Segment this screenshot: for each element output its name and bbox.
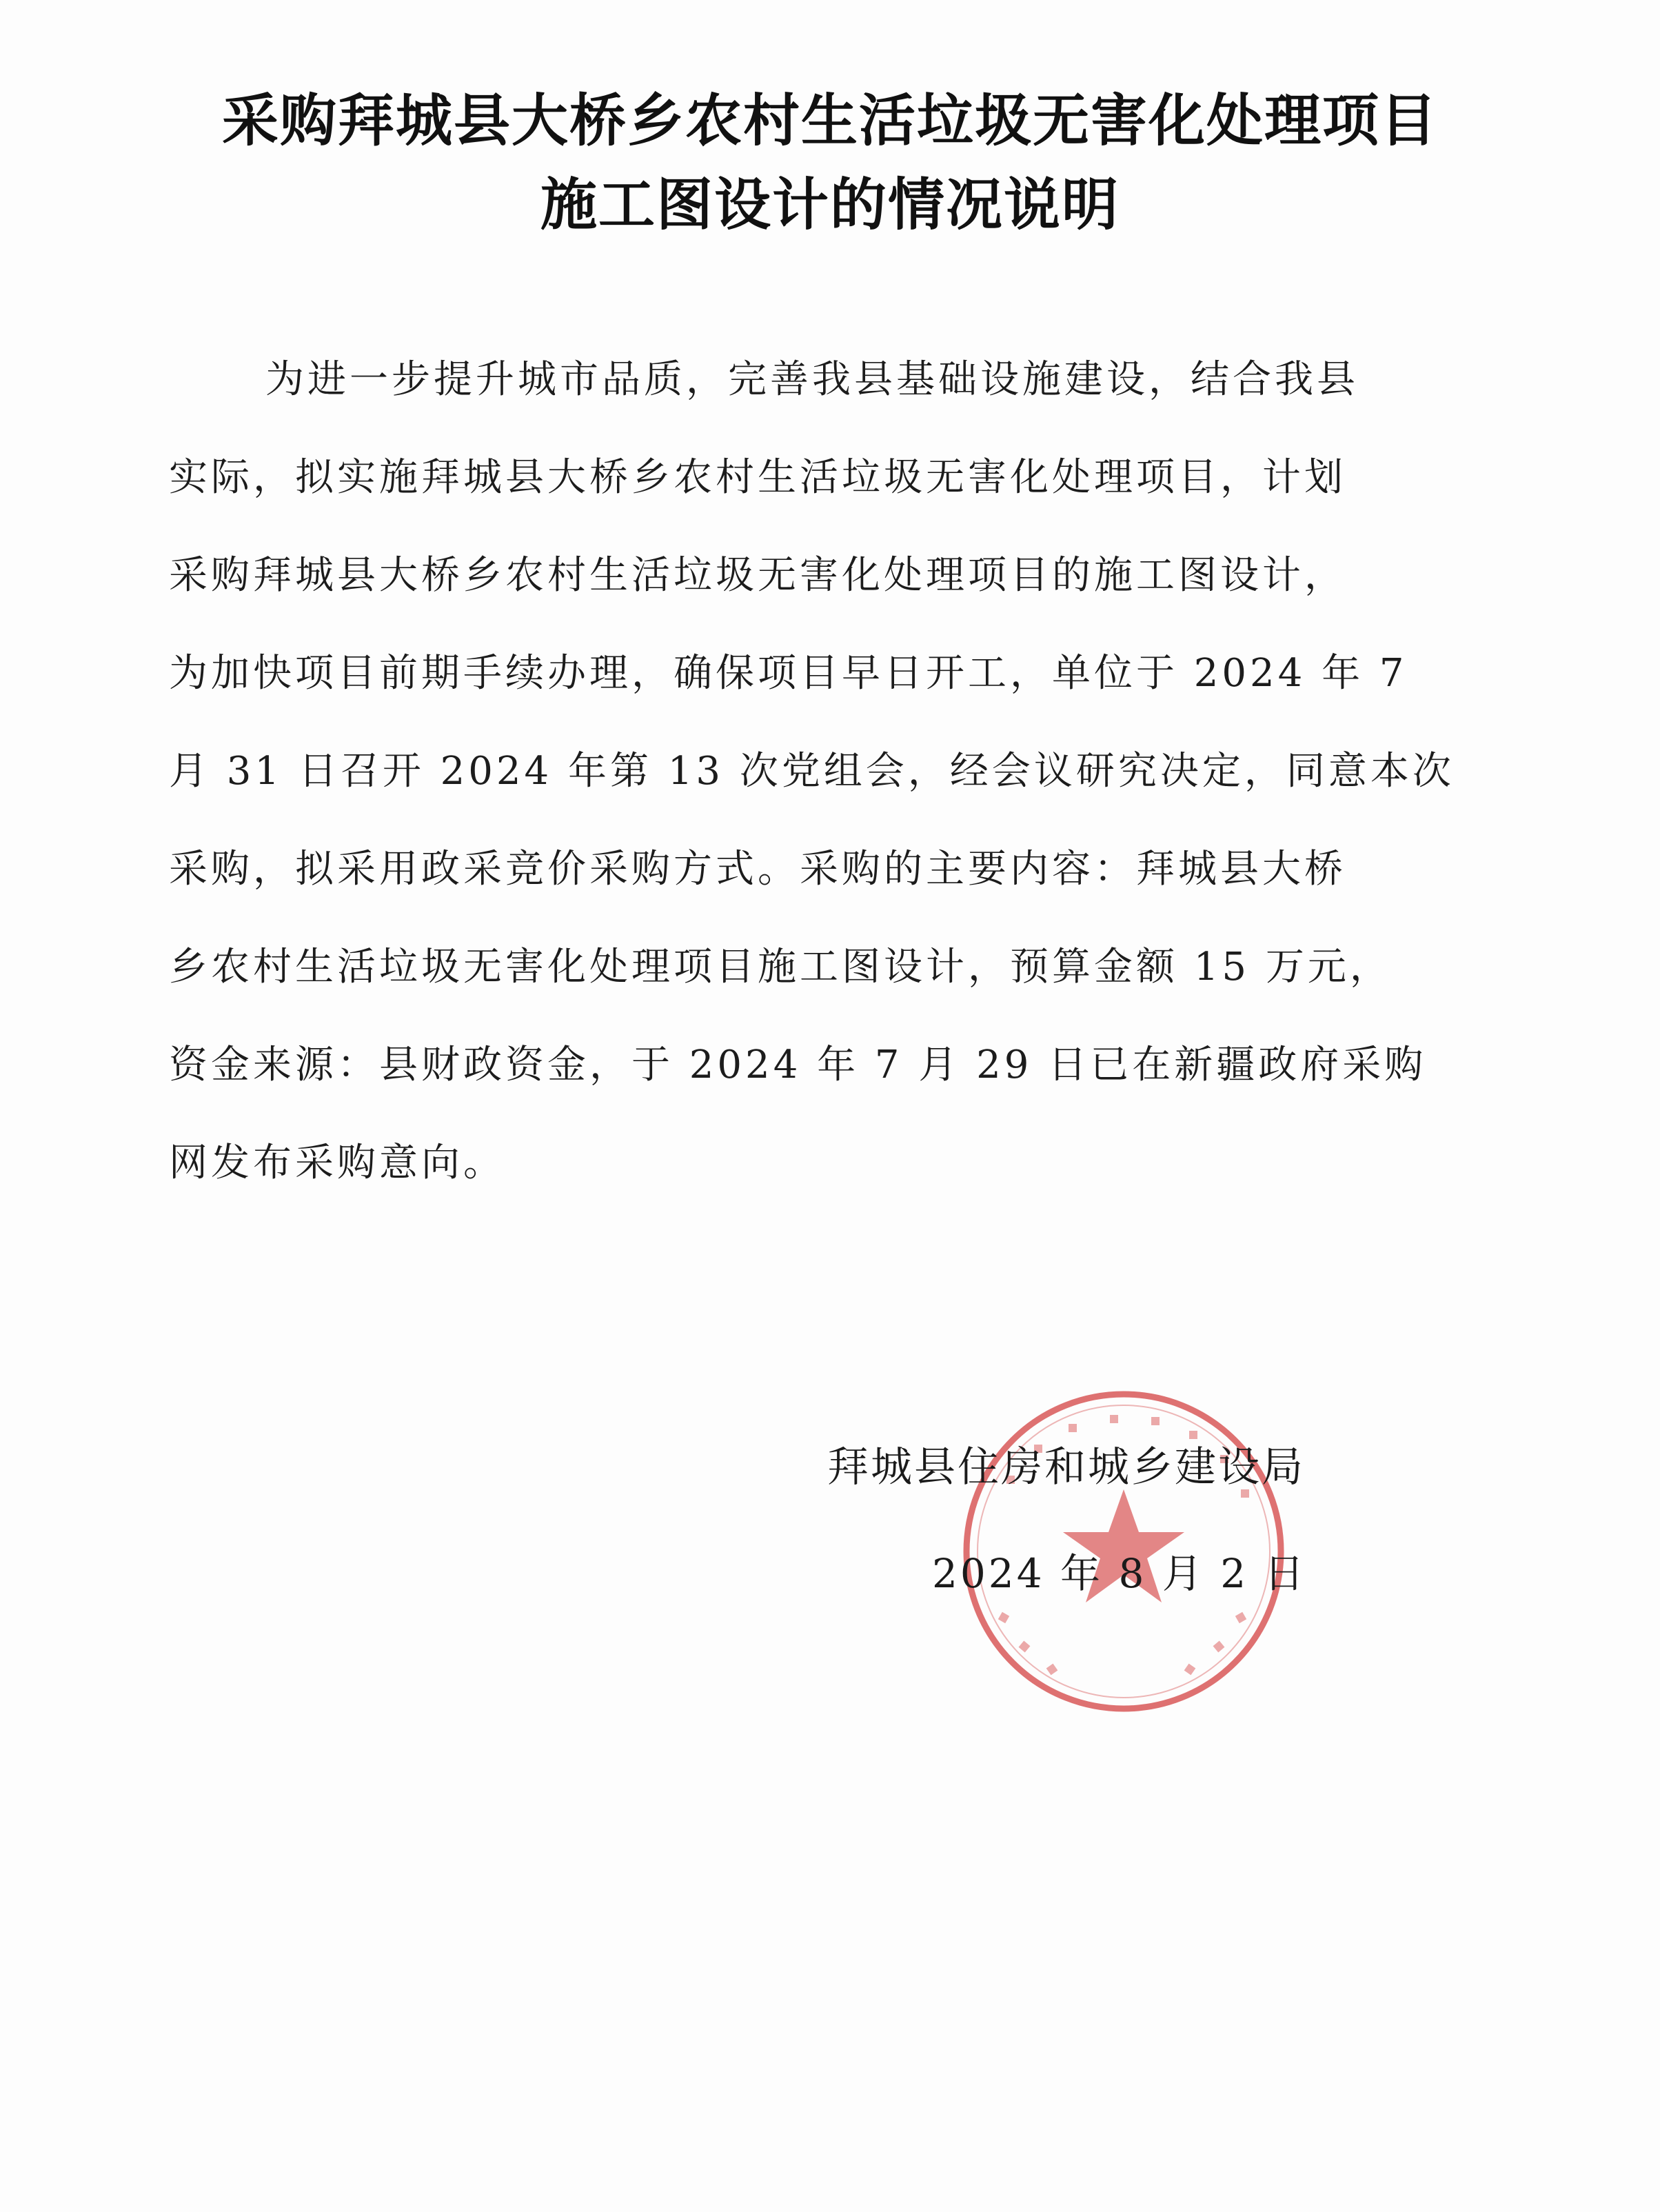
body-paragraph: [169, 331, 1520, 1212]
body-line: 乡农村生活垃圾无害化处理项目施工图设计，预算金额 15 万元，: [169, 945, 1392, 989]
body-line: 为进一步提升城市品质，完善我县基础设施建设，结合我县: [265, 357, 1359, 402]
body-line: 月 31 日召开 2024 年第 13 次党组会，经会议研究决定，同意本次: [169, 749, 1455, 794]
body-line: 采购，拟采用政采竞价采购方式。采购的主要内容：拜城县大桥: [169, 847, 1346, 892]
body-line: 实际，拟实施拜城县大桥乡农村生活垃圾无害化处理项目，计划: [169, 455, 1346, 500]
body-line: 为加快项目前期手续办理，确保项目早日开工，单位于 2024 年 7: [169, 651, 1408, 696]
body-line: 资金来源：县财政资金，于 2024 年 7 月 29 日已在新疆政府采购: [169, 1043, 1427, 1087]
signature-date: 2024 年 8 月 2 日: [932, 1550, 1307, 1597]
signature-organization: 拜城县住房和城乡建设局: [827, 1443, 1305, 1491]
document-title-line-2: 施工图设计的情况说明: [540, 172, 1120, 238]
body-line: 网发布采购意向。: [169, 1140, 505, 1185]
document-title-line-1: 采购拜城县大桥乡农村生活垃圾无害化处理项目: [221, 88, 1438, 154]
body-line: 采购拜城县大桥乡农村生活垃圾无害化处理项目的施工图设计，: [169, 553, 1346, 598]
